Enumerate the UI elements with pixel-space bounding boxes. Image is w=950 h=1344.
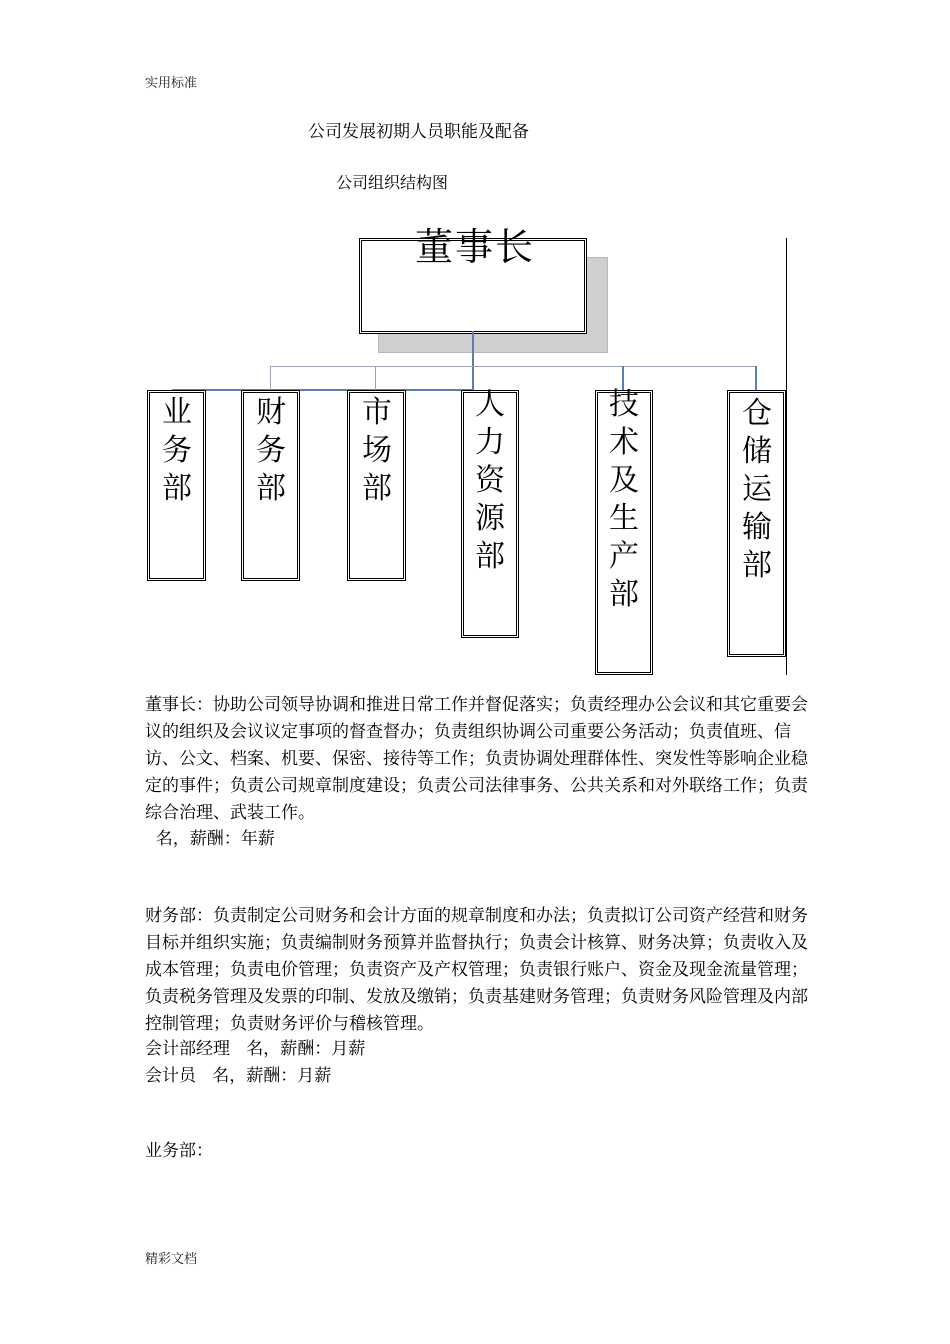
chairman-description: 董事长：协助公司领导协调和推进日常工作并督促落实；负责经理办公会议和其它重要会议的组织及会议议定事项的督查督办；负责组织协调公司重要公务活动；负责值班、信访、公文、档案、机要、保密、接待等工作；负责协调处理群体性、突发性等影响企业稳定的事件；负责公司规章制度建设；负责公司法律事务、公共关系和对外联络工作；负责综合治理、武装工作。: [145, 695, 808, 823]
finance-staffing-accountant: 会计员 名，薪酬：月薪: [145, 1066, 332, 1086]
dept-label-finance: 财务部: [256, 395, 286, 506]
connector-root-down: [472, 331, 474, 391]
org-chart-title: 公司组织结构图: [336, 173, 449, 192]
connector-drop-market: [375, 366, 376, 390]
connector-bus-upper: [270, 366, 756, 367]
right-margin-rule: [786, 238, 787, 675]
dept-label-tech: 技术及生产部: [609, 387, 639, 612]
finance-description: 财务部：负责制定公司财务和会计方面的规章制度和办法；负责拟订公司资产经营和财务目标并组织实施；负责编制财务预算并监督执行；负责会计核算、财务决算；负责收入及成本管理；负责电价管理；负责资产及产权管理；负责银行账户、资金及现金流量管理；负责税务管理及发票的印制、发放及缴销；负责基建财务管理；负责财务风险管理及内部控制管理；负责财务评价与稽核管理。: [145, 906, 808, 1034]
dept-label-business: 业务部: [162, 395, 192, 506]
page-header: 实用标准: [145, 76, 198, 91]
dept-label-market: 市场部: [362, 395, 392, 506]
connector-drop-storage: [755, 366, 757, 390]
chairman-label: 董事长: [415, 225, 536, 269]
page-footer: 精彩文档: [145, 1252, 198, 1267]
connector-bus-lower: [172, 389, 474, 391]
business-heading: 业务部：: [145, 1141, 213, 1161]
connector-drop-finance: [270, 366, 271, 390]
document-title: 公司发展初期人员职能及配备: [308, 122, 529, 142]
dept-label-storage: 仓储运输部: [742, 396, 772, 583]
chairman-staffing: 名，薪酬：年薪: [145, 829, 275, 849]
finance-staffing-manager: 会计部经理 名，薪酬：月薪: [145, 1039, 366, 1059]
dept-label-hr: 人力资源部: [475, 387, 505, 574]
